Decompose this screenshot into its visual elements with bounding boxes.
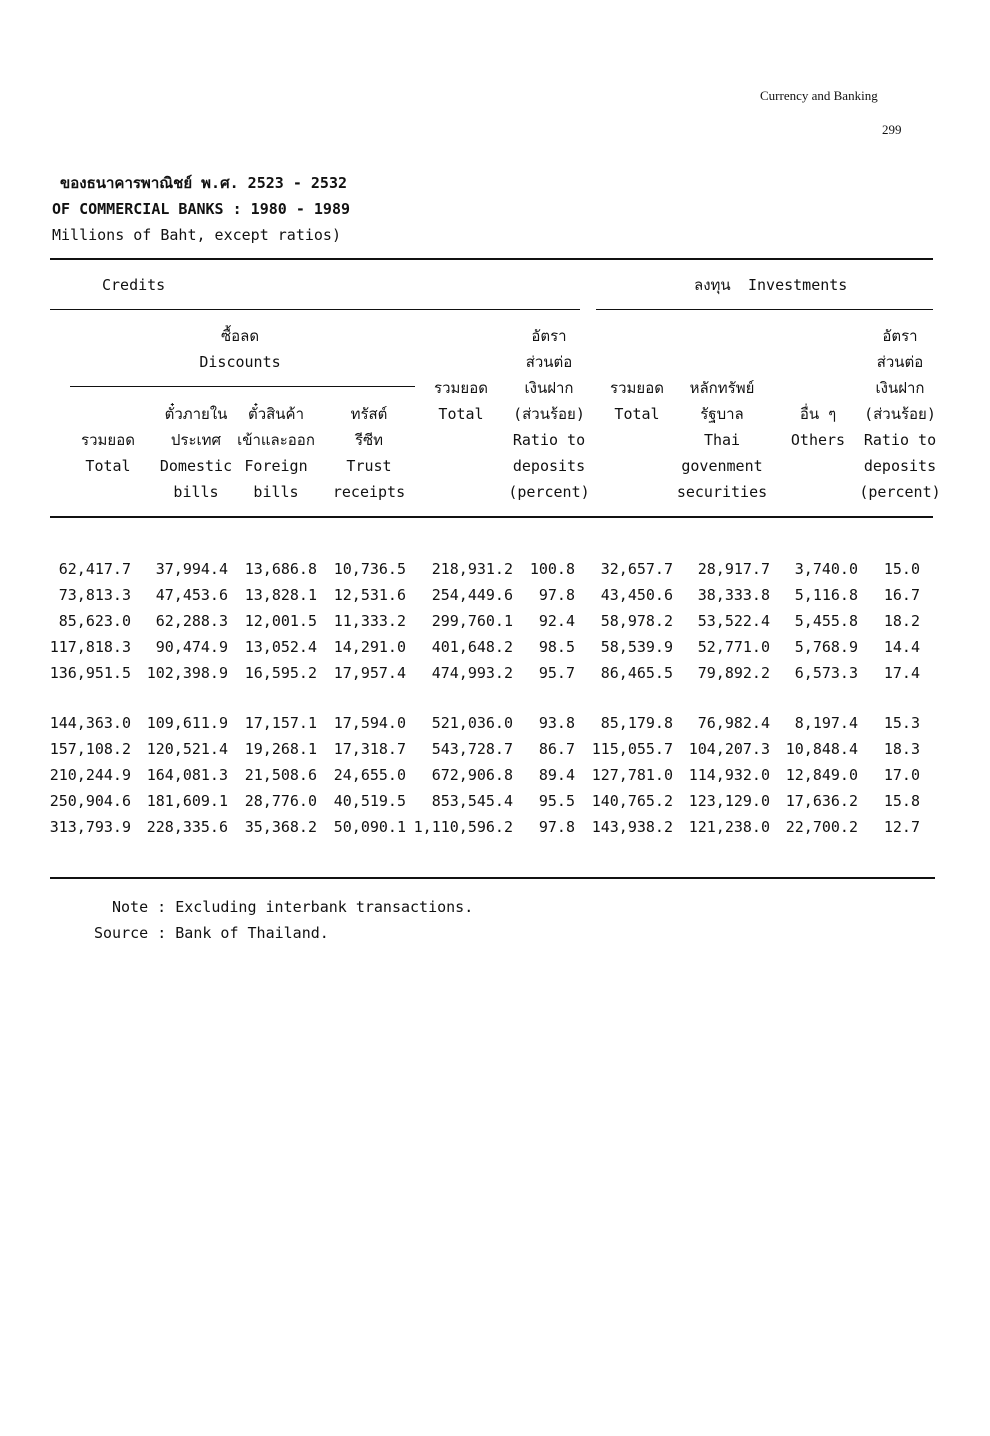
cell: 19,268.1 [244, 740, 317, 758]
cell: 543,728.7 [431, 740, 513, 758]
cell: 853,545.4 [431, 792, 513, 810]
cell: 121,238.0 [688, 818, 770, 836]
cell: 12.7 [883, 818, 920, 836]
col-invest-total-th: รวมยอด [610, 379, 664, 397]
col-foreign-bills-l4: bills [253, 483, 299, 501]
cell: 58,539.9 [600, 638, 673, 656]
cell: 254,449.6 [431, 586, 513, 604]
cell: 85,179.8 [600, 714, 673, 732]
cell: 76,982.4 [697, 714, 770, 732]
col-trust-receipts-l2: รีซีท [354, 431, 384, 449]
table-row [40, 660, 920, 686]
cell: 1,110,596.2 [413, 818, 513, 836]
col-foreign-bills-l2: เข้าและออก [237, 431, 315, 449]
cell: 58,978.2 [600, 612, 673, 630]
cell: 672,906.8 [431, 766, 513, 784]
cell: 6,573.3 [794, 664, 858, 682]
cell: 17,957.4 [333, 664, 406, 682]
col-invest-ratio-l2: ส่วนต่อ [876, 353, 924, 371]
col-gov-securities [672, 375, 772, 505]
cell: 92.4 [538, 612, 575, 630]
cell: 102,398.9 [146, 664, 228, 682]
col-domestic-bills-l2: ประเทศ [170, 431, 222, 449]
col-total-credit-th: รวมยอด [81, 431, 135, 449]
cell: 50,090.1 [333, 818, 406, 836]
col-grand-total [418, 375, 504, 427]
investments-header-th: ลงทุน [694, 276, 731, 294]
cell: 28,776.0 [244, 792, 317, 810]
cell: 21,508.6 [244, 766, 317, 784]
col-invest-total-en: Total [614, 405, 660, 423]
cell: 35,368.2 [244, 818, 317, 836]
cell: 12,001.5 [244, 612, 317, 630]
cell: 18.2 [883, 612, 920, 630]
running-header: Currency and Banking [760, 88, 878, 103]
cell: 100.8 [529, 560, 575, 578]
cell: 32,657.7 [600, 560, 673, 578]
title-line-1: ของธนาคารพาณิชย์ พ.ศ. 2523 - 2532 [60, 174, 347, 192]
source-text: Source : Bank of Thailand. [94, 924, 329, 942]
col-others [778, 401, 858, 453]
table-row [40, 736, 920, 762]
col-credit-ratio-l7: (percent) [508, 483, 590, 501]
cell: 16.7 [883, 586, 920, 604]
cell: 97.8 [538, 818, 575, 836]
note-text: Note : Excluding interbank transactions. [112, 898, 474, 916]
cell: 62,417.7 [58, 560, 131, 578]
table-row [40, 582, 920, 608]
col-credit-ratio [504, 323, 594, 505]
cell: 140,765.2 [591, 792, 673, 810]
cell: 37,994.4 [155, 560, 228, 578]
cell: 136,951.5 [49, 664, 131, 682]
discounts-header [150, 323, 330, 375]
cell: 17,157.1 [244, 714, 317, 732]
discounts-header-th: ซื้อลด [220, 327, 260, 345]
table-row [40, 608, 920, 634]
title-line-3: Millions of Baht, except ratios) [52, 226, 341, 244]
table-row [40, 788, 920, 814]
cell: 86.7 [538, 740, 575, 758]
col-invest-ratio-l6: deposits [863, 457, 937, 475]
cell: 14.4 [883, 638, 920, 656]
table-row [40, 762, 920, 788]
rows-block-2 [40, 710, 920, 840]
col-grand-total-th: รวมยอด [434, 379, 488, 397]
col-invest-ratio-l4: (ส่วนร้อย) [864, 405, 936, 423]
col-credit-ratio-l6: deposits [512, 457, 586, 475]
cell: 17,636.2 [785, 792, 858, 810]
cell: 52,771.0 [697, 638, 770, 656]
col-gov-securities-l1: หลักทรัพย์ [689, 379, 755, 397]
col-domestic-bills-l4: bills [173, 483, 219, 501]
col-domestic-bills [150, 401, 242, 505]
col-grand-total-en: Total [438, 405, 484, 423]
cell: 15.3 [883, 714, 920, 732]
credits-rule [50, 309, 580, 310]
col-foreign-bills [234, 401, 318, 505]
cell: 17,318.7 [333, 740, 406, 758]
col-foreign-bills-l1: ตั๋วสินค้า [247, 405, 305, 423]
cell: 17.0 [883, 766, 920, 784]
col-domestic-bills-l1: ตั๋วภายใน [164, 405, 228, 423]
cell: 13,052.4 [244, 638, 317, 656]
table-row [40, 814, 920, 840]
cell: 13,686.8 [244, 560, 317, 578]
cell: 313,793.9 [49, 818, 131, 836]
col-credit-ratio-l4: (ส่วนร้อย) [513, 405, 585, 423]
cell: 474,993.2 [431, 664, 513, 682]
cell: 79,892.2 [697, 664, 770, 682]
cell: 15.0 [883, 560, 920, 578]
cell: 104,207.3 [688, 740, 770, 758]
cell: 53,522.4 [697, 612, 770, 630]
cell: 17.4 [883, 664, 920, 682]
cell: 117,818.3 [49, 638, 131, 656]
cell: 89.4 [538, 766, 575, 784]
cell: 16,595.2 [244, 664, 317, 682]
cell: 143,938.2 [591, 818, 673, 836]
notes [94, 894, 473, 946]
cell: 24,655.0 [333, 766, 406, 784]
cell: 13,828.1 [244, 586, 317, 604]
discounts-rule [70, 386, 415, 387]
bottom-rule [50, 877, 935, 879]
col-gov-securities-l3: Thai [703, 431, 741, 449]
cell: 8,197.4 [794, 714, 858, 732]
col-gov-securities-l2: รัฐบาล [700, 405, 744, 423]
cell: 144,363.0 [49, 714, 131, 732]
cell: 15.8 [883, 792, 920, 810]
col-trust-receipts [324, 401, 414, 505]
cell: 97.8 [538, 586, 575, 604]
col-foreign-bills-l3: Foreign [244, 457, 308, 475]
header-bottom-rule [50, 516, 933, 518]
col-domestic-bills-l3: Domestic [159, 457, 233, 475]
col-invest-total [592, 375, 682, 427]
cell: 210,244.9 [49, 766, 131, 784]
cell: 28,917.7 [697, 560, 770, 578]
col-gov-securities-l4: govenment [681, 457, 763, 475]
col-credit-ratio-l5: Ratio to [512, 431, 586, 449]
cell: 3,740.0 [794, 560, 858, 578]
cell: 86,465.5 [600, 664, 673, 682]
col-invest-ratio [852, 323, 948, 505]
data-table-block-1 [40, 556, 920, 686]
cell: 93.8 [538, 714, 575, 732]
col-credit-ratio-l3: เงินฝาก [524, 379, 574, 397]
discounts-header-en: Discounts [199, 353, 281, 371]
col-invest-ratio-l5: Ratio to [863, 431, 937, 449]
cell: 47,453.6 [155, 586, 228, 604]
col-total-credit [58, 427, 158, 479]
col-trust-receipts-l4: receipts [332, 483, 406, 501]
title-line-2: OF COMMERCIAL BANKS : 1980 - 1989 [52, 200, 351, 218]
cell: 5,116.8 [794, 586, 858, 604]
cell: 115,055.7 [591, 740, 673, 758]
cell: 10,848.4 [785, 740, 858, 758]
col-others-th: อื่น ๆ [799, 405, 837, 423]
cell: 109,611.9 [146, 714, 228, 732]
cell: 521,036.0 [431, 714, 513, 732]
investments-rule [596, 309, 933, 310]
cell: 17,594.0 [333, 714, 406, 732]
cell: 127,781.0 [591, 766, 673, 784]
rows-block-1 [40, 556, 920, 686]
table-row [40, 710, 920, 736]
top-rule [50, 258, 933, 260]
col-invest-ratio-l7: (percent) [859, 483, 941, 501]
col-credit-ratio-l1: อัตรา [531, 327, 567, 345]
page-number: 299 [882, 122, 902, 137]
cell: 157,108.2 [49, 740, 131, 758]
cell: 250,904.6 [49, 792, 131, 810]
data-table-block-2 [40, 710, 920, 840]
investments-header-en: Investments [748, 276, 848, 294]
cell: 401,648.2 [431, 638, 513, 656]
col-credit-ratio-l2: ส่วนต่อ [525, 353, 573, 371]
cell: 5,455.8 [794, 612, 858, 630]
cell: 40,519.5 [333, 792, 406, 810]
col-others-en: Others [790, 431, 846, 449]
cell: 62,288.3 [155, 612, 228, 630]
cell: 218,931.2 [431, 560, 513, 578]
cell: 95.7 [538, 664, 575, 682]
col-trust-receipts-l3: Trust [346, 457, 392, 475]
cell: 299,760.1 [431, 612, 513, 630]
cell: 164,081.3 [146, 766, 228, 784]
cell: 181,609.1 [146, 792, 228, 810]
cell: 90,474.9 [155, 638, 228, 656]
cell: 95.5 [538, 792, 575, 810]
cell: 10,736.5 [333, 560, 406, 578]
cell: 14,291.0 [333, 638, 406, 656]
cell: 12,849.0 [785, 766, 858, 784]
cell: 228,335.6 [146, 818, 228, 836]
cell: 5,768.9 [794, 638, 858, 656]
col-invest-ratio-l3: เงินฝาก [875, 379, 925, 397]
cell: 38,333.8 [697, 586, 770, 604]
cell: 22,700.2 [785, 818, 858, 836]
cell: 12,531.6 [333, 586, 406, 604]
table-row [40, 556, 920, 582]
col-invest-ratio-l1: อัตรา [882, 327, 918, 345]
cell: 11,333.2 [333, 612, 406, 630]
cell: 73,813.3 [58, 586, 131, 604]
cell: 123,129.0 [688, 792, 770, 810]
col-trust-receipts-l1: ทรัสต์ [350, 405, 388, 423]
cell: 18.3 [883, 740, 920, 758]
cell: 98.5 [538, 638, 575, 656]
cell: 120,521.4 [146, 740, 228, 758]
credits-header: Credits [102, 276, 166, 294]
cell: 114,932.0 [688, 766, 770, 784]
col-gov-securities-l5: securities [676, 483, 768, 501]
cell: 85,623.0 [58, 612, 131, 630]
table-row [40, 634, 920, 660]
cell: 43,450.6 [600, 586, 673, 604]
col-total-credit-en: Total [85, 457, 131, 475]
